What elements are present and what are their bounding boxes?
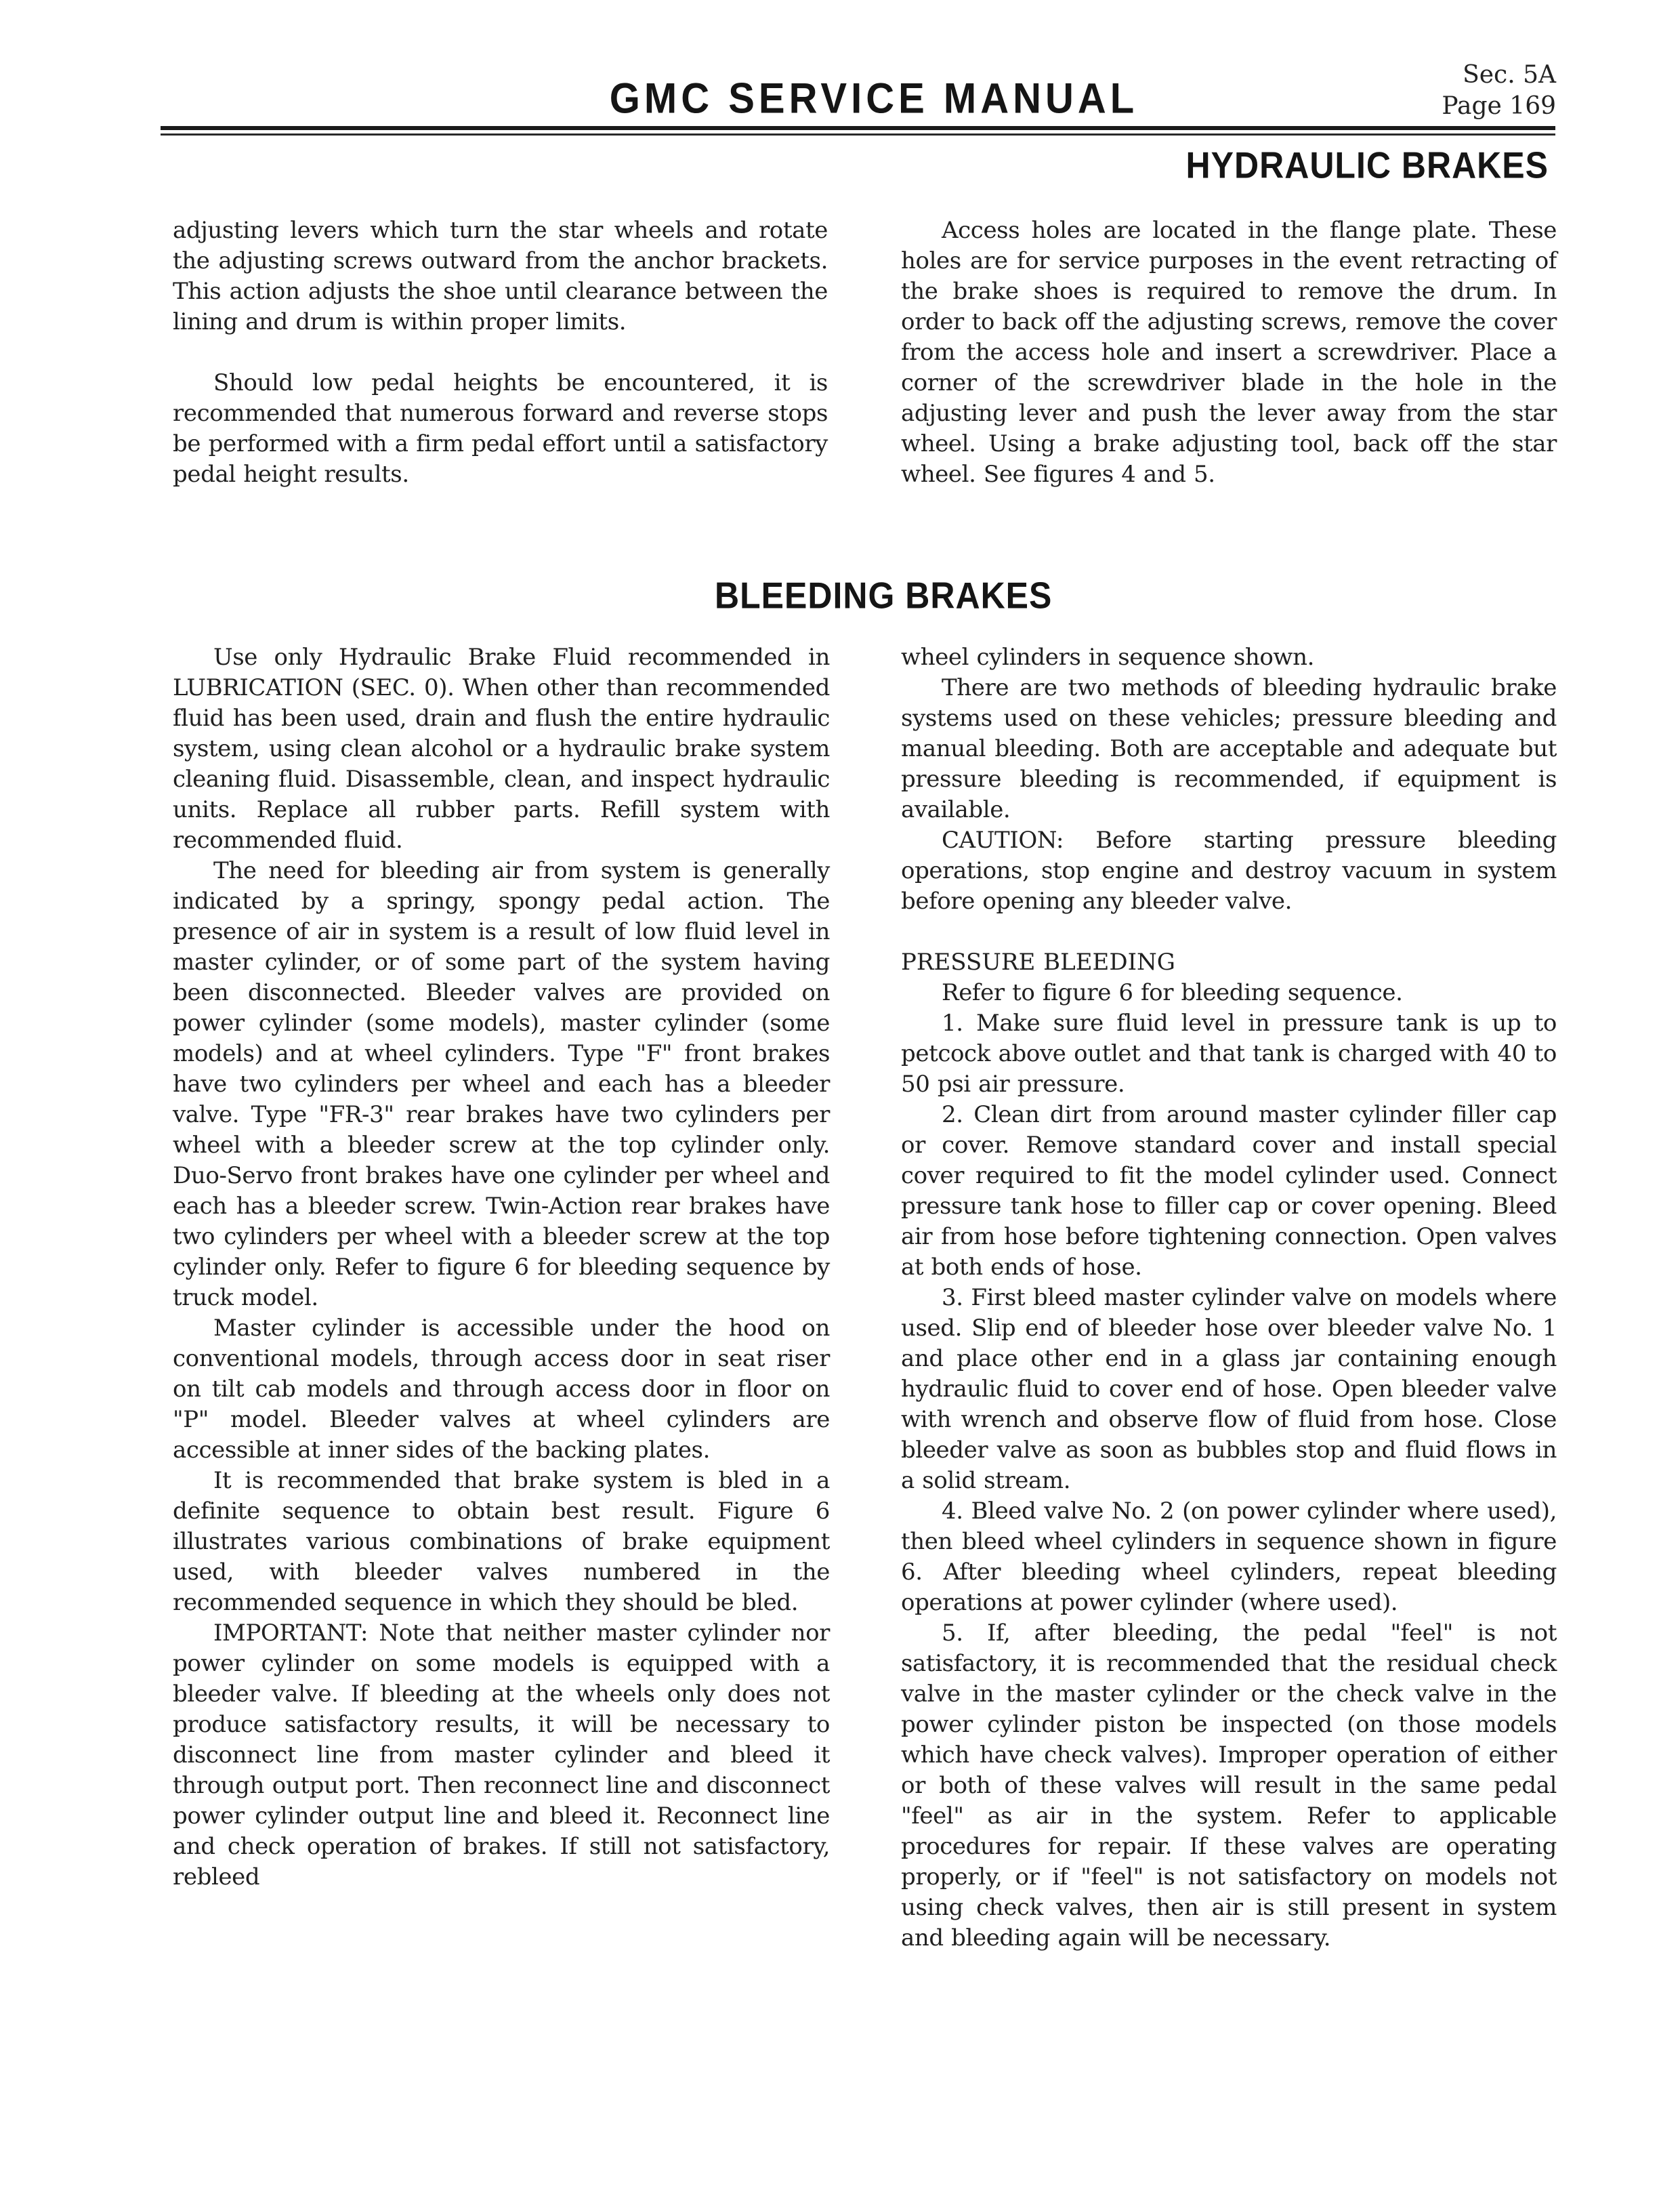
caution-paragraph: CAUTION: Before starting pressure bleeding operations, stop engine and destroy vacuum in system before opening any bleeder valve. xyxy=(901,827,1557,915)
paragraph: Should low pedal heights be encountered, it is recommended that numerous forward and reverse stops be performed with a firm pedal effort until a satisfactory pedal height results. xyxy=(173,369,828,488)
page-number: Page 169 xyxy=(1442,92,1556,120)
paragraph: Master cylinder is accessible under the hood on conventional models, through access door in seat riser on tilt cab models and through access door in floor on "P" model. Bleeder valves at wheel cylinders are accessible at inner sides of the backing plates. xyxy=(173,1315,830,1464)
bleeding-right-column xyxy=(901,642,1557,1954)
step-item: 3. First bleed master cylinder valve on models where used. Slip end of bleeder hose over bleeder valve No. 1 and place other end in a glass jar containing enough hydraulic fluid to cover end of hose. Open bleeder valve with wrench and observe flow of fluid from hose. Close bleeder valve as soon as bubbles stop and fluid flows in a solid stream. xyxy=(901,1284,1557,1494)
step-item: 5. If, after bleeding, the pedal "feel" is not satisfactory, it is recommended that the residual check valve in the master cylinder or the check valve in the power cylinder piston be inspected (on those models which have check valves). Improper operation of either or both of these valves will result in the same pedal "feel" as air in the system. Refer to applicable procedures for repair. If these valves are operating properly, or if "feel" is not satisfactory on models not using check valves, then air is still present in system and bleeding again will be necessary. xyxy=(901,1619,1557,1952)
paragraph: There are two methods of bleeding hydraulic brake systems used on these vehicles; pressure bleeding and manual bleeding. Both are acceptable and adequate but pressure bleeding is recommended, if equipment is available. xyxy=(901,674,1557,823)
top-left-column xyxy=(173,215,828,490)
paragraph: IMPORTANT: Note that neither master cylinder nor power cylinder on some models is equipped with a bleeder valve. If bleeding at the wheels only does not produce satisfactory results, it will be necessary to disconnect line from master cylinder and bleed it through output port. Then reconnect line and disconnect power cylinder output line and bleed it. Reconnect line and check operation of brakes. If still not satisfactory, rebleed xyxy=(173,1619,830,1891)
paragraph: The need for bleeding air from system is generally indicated by a springy, spongy pedal action. The presence of air in system is a result of low fluid level in master cylinder, or of some part of the system having been disconnected. Bleeder valves are provided on power cylinder (some models), master cylinder (some models) and at wheel cylinders. Type "F" front brakes have two cylinders per wheel and each has a bleeder valve. Type "FR-3" rear brakes have two cylinders per wheel with a bleeder screw at the top cylinder only. Duo-Servo front brakes have one cylinder per wheel and each has a bleeder screw. Twin-Action rear brakes have two cylinders per wheel with a bleeder screw at the top cylinder only. Refer to figure 6 for bleeding sequence by truck model. xyxy=(173,857,830,1311)
paragraph: Access holes are located in the flange plate. These holes are for service purposes in the event retracting of the brake shoes is required to remove the drum. In order to back off the adjusting screws, remove the cover from the access hole and insert a screwdriver. Place a corner of the screwdriver blade in the hole in the adjusting lever and push the lever away from the star wheel. Using a brake adjusting tool, back off the star wheel. See figures 4 and 5. xyxy=(901,217,1557,488)
step-item: 2. Clean dirt from around master cylinder filler cap or cover. Remove standard cover and install special cover required to fit the model cylinder used. Connect pressure tank hose to filler cap or cover opening. Bleed air from hose before tightening connection. Open valves at both ends of hose. xyxy=(901,1101,1557,1281)
step-item: 1. Make sure fluid level in pressure tank is up to petcock above outlet and that tank is charged with 40 to 50 psi air pressure. xyxy=(901,1010,1557,1098)
paragraph: It is recommended that brake system is bled in a definite sequence to obtain best result. Figure 6 illustrates various combinations of brake equipment used, with bleeder valves numbered in the recommended sequence in which they should be bled. xyxy=(173,1467,830,1616)
paragraph-continuation: wheel cylinders in sequence shown. xyxy=(901,644,1315,671)
section-number: Sec. 5A xyxy=(1463,61,1556,89)
paragraph: Use only Hydraulic Brake Fluid recommended in LUBRICATION (SEC. 0). When other than recommended fluid has been used, drain and flush the entire hydraulic system, using clean alcohol or a hydraulic brake system cleaning fluid. Disassemble, clean, and inspect hydraulic units. Replace all rubber parts. Refill system with recommended fluid. xyxy=(173,644,830,854)
step-item: 4. Bleed valve No. 2 (on power cylinder where used), then bleed wheel cylinders in sequence shown in figure 6. After bleeding wheel cylinders, repeat bleeding operations at power cylinder (where used). xyxy=(901,1498,1557,1616)
section-page-label xyxy=(1442,60,1556,122)
chapter-title: HYDRAULIC BRAKES xyxy=(1185,144,1549,186)
top-right-column xyxy=(901,215,1557,490)
paragraph: Refer to figure 6 for bleeding sequence. xyxy=(942,979,1403,1006)
bleeding-left-column xyxy=(173,642,830,1893)
manual-title: GMC SERVICE MANUAL xyxy=(609,75,1139,123)
header-rule-thin xyxy=(161,133,1555,136)
header-rule-thick xyxy=(161,126,1555,130)
paragraph: adjusting levers which turn the star wheels and rotate the adjusting screws outward from the anchor brackets. This action adjusts the shoe until clearance between the lining and drum is within proper limits. xyxy=(173,217,828,335)
subheading-pressure-bleeding: PRESSURE BLEEDING xyxy=(901,949,1175,976)
section-heading-bleeding-brakes: BLEEDING BRAKES xyxy=(715,575,1053,617)
